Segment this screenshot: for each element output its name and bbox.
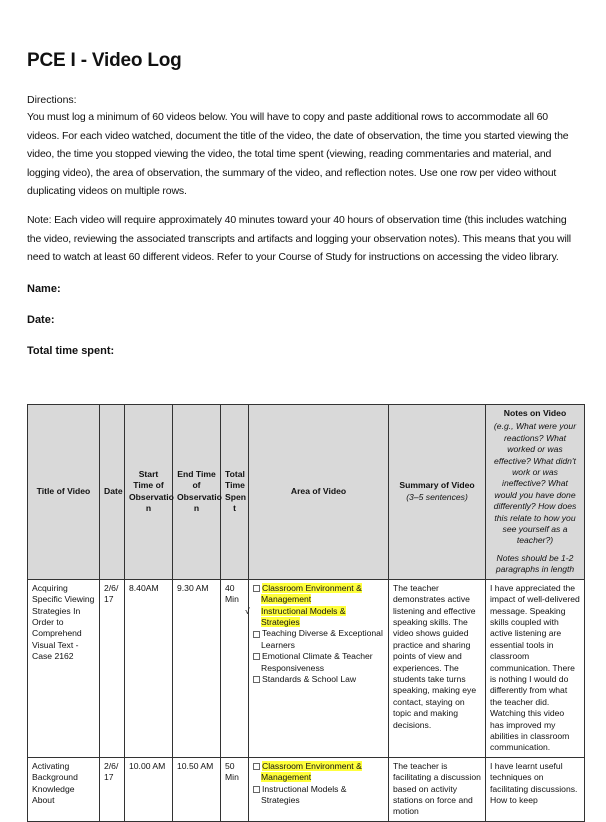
area-option[interactable]: Emotional Climate & Teacher Responsiveness [253, 651, 384, 674]
total-time-field-label: Total time spent: [27, 345, 115, 357]
area-option[interactable]: Standards & School Law [253, 674, 384, 685]
cell-total: 40 Min [221, 579, 249, 757]
checkbox-icon[interactable] [253, 631, 260, 638]
date-field-label: Date: [27, 314, 55, 326]
cell-summary: The teacher demonstrates active listening and effective speaking skills. The video shows guided practice and sharing points of view and experiences. The students take turns speaking, making eye contact, staying on topic and making decisions. [389, 579, 486, 757]
cell-end: 9.30 AM [173, 579, 221, 757]
area-option-selected[interactable]: √ Instructional Models & Strategies [245, 605, 346, 627]
page-title: PCE I - Video Log [27, 50, 182, 71]
note-text: Note: Each video will require approximately 40 minutes toward your 40 hours of observation time (this includes watching the video, reviewing the associated transcripts and artifacts and logging your observation notes). This means that you will need to watch at least 60 different videos. Refer to your Course of Study for instructions on accessing the video library. [27, 214, 571, 263]
checkbox-icon[interactable] [253, 676, 260, 683]
header-notes-label: Notes on Video [503, 408, 567, 418]
cell-notes: I have learnt useful techniques on facilitating discussions. How to keep [486, 757, 585, 821]
video-log-table [27, 404, 585, 822]
cell-notes: I have appreciated the impact of well-delivered message. Speaking skills coupled with active listening are essential tools in classroom communication. There is nothing I would do differently from what the teacher did. Watching this video has improved my abilities in classroom communication. [486, 579, 585, 757]
header-notes-sub: (e.g., What were your reactions? What worked or was effective? What didn't work or was ineffective? What would you have done differently? How does this relate to how you see yourself as a teacher?) [493, 421, 577, 546]
name-field-label: Name: [27, 283, 61, 295]
cell-total: 50 Min [221, 757, 249, 821]
cell-summary: The teacher is facilitating a discussion based on activity stations on force and motion [389, 757, 486, 821]
header-summary [389, 405, 486, 580]
header-total-time: Total Time Spen t [221, 405, 249, 580]
directions-label: Directions: [27, 94, 77, 106]
directions-text: You must log a minimum of 60 videos below. You will have to copy and paste additional rows to accommodate all 60 videos. For each video watched, document the title of the video, the date of observation, the time you started viewing the video, the time you stopped viewing the video, the total time spent (viewing, reading commentaries and material, and logging video), the area of observation, the summary of the video, and reflection notes. Use one row per video without duplicating videos on multiple rows. [27, 111, 569, 197]
header-notes-sub2: Notes should be 1-2 paragraphs in length [495, 552, 575, 575]
cell-area [249, 757, 389, 821]
header-start-time: Start Time of Observatio n [125, 405, 173, 580]
area-option[interactable]: Classroom Environment & Management [253, 583, 384, 606]
table-row [28, 757, 585, 821]
cell-title: Activating Background Knowledge About [28, 757, 100, 821]
header-notes [486, 405, 585, 580]
checkbox-icon[interactable] [253, 653, 260, 660]
header-title: Title of Video [28, 405, 100, 580]
area-option[interactable]: Teaching Diverse & Exceptional Learners [253, 628, 384, 651]
cell-area [245, 579, 389, 757]
cell-date: 2/6/ 17 [100, 579, 125, 757]
area-option[interactable]: Instructional Models & Strategies [253, 784, 384, 807]
checkmark-icon: √ [245, 605, 250, 616]
checkbox-icon[interactable] [253, 786, 260, 793]
area-option[interactable]: Classroom Environment & Management [253, 761, 384, 784]
cell-date: 2/6/ 17 [100, 757, 125, 821]
table-header-row [28, 405, 585, 580]
header-end-time: End Time of Observatio n [173, 405, 221, 580]
header-date: Date [100, 405, 125, 580]
header-summary-sub: (3–5 sentences) [406, 491, 468, 502]
cell-title: Acquiring Specific Viewing Strategies In Order to Comprehend Visual Text - Case 2162 [28, 579, 100, 757]
cell-start: 8.40AM [125, 579, 173, 757]
cell-end: 10.50 AM [173, 757, 221, 821]
table-row [28, 579, 585, 757]
checkbox-icon[interactable] [253, 763, 260, 770]
checkbox-icon[interactable] [253, 585, 260, 592]
cell-start: 10.00 AM [125, 757, 173, 821]
header-summary-label: Summary of Video [399, 480, 475, 491]
header-area: Area of Video [249, 405, 389, 580]
